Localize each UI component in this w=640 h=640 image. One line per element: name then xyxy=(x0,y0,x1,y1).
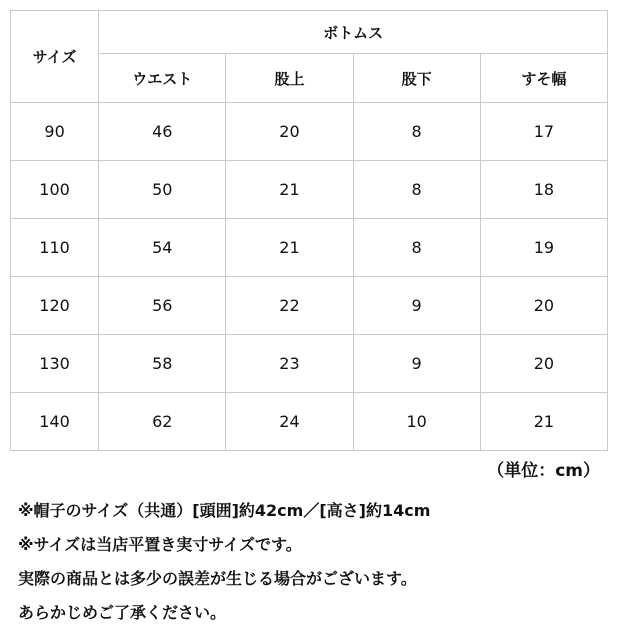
table-row xyxy=(11,393,608,451)
rise-cell: 22 xyxy=(226,277,353,335)
rise-cell: 24 xyxy=(226,393,353,451)
waist-cell: 46 xyxy=(99,103,226,161)
size-cell: 140 xyxy=(11,393,99,451)
column-header-inseam: 股下 xyxy=(353,54,480,103)
table-row xyxy=(11,335,608,393)
column-header-waist: ウエスト xyxy=(99,54,226,103)
variance-note: 実際の商品とは多少の誤差が生じる場合がございます。 xyxy=(18,569,417,588)
size-cell: 120 xyxy=(11,277,99,335)
table-row xyxy=(11,277,608,335)
inseam-cell: 8 xyxy=(353,219,480,277)
measurement-note: ※サイズは当店平置き実寸サイズです。 xyxy=(18,535,302,554)
hem-width-cell: 20 xyxy=(480,335,607,393)
table-header-row-group xyxy=(11,11,608,54)
waist-cell: 58 xyxy=(99,335,226,393)
size-cell: 110 xyxy=(11,219,99,277)
size-cell: 100 xyxy=(11,161,99,219)
inseam-cell: 9 xyxy=(353,335,480,393)
hem-width-cell: 20 xyxy=(480,277,607,335)
waist-cell: 54 xyxy=(99,219,226,277)
rise-cell: 21 xyxy=(226,161,353,219)
inseam-cell: 8 xyxy=(353,103,480,161)
rise-cell: 20 xyxy=(226,103,353,161)
table-header-row-columns xyxy=(11,54,608,103)
hat-size-note: ※帽子のサイズ（共通）[頭囲]約42cm／[高さ]約14cm xyxy=(18,501,431,520)
hem-width-cell: 19 xyxy=(480,219,607,277)
column-header-rise: 股上 xyxy=(226,54,353,103)
table-row xyxy=(11,219,608,277)
table-row xyxy=(11,161,608,219)
size-cell: 130 xyxy=(11,335,99,393)
inseam-cell: 8 xyxy=(353,161,480,219)
size-chart-table xyxy=(10,10,608,451)
notes-block xyxy=(18,494,628,630)
rise-cell: 21 xyxy=(226,219,353,277)
inseam-cell: 9 xyxy=(353,277,480,335)
size-column-header: サイズ xyxy=(11,11,99,103)
hem-width-cell: 17 xyxy=(480,103,607,161)
size-cell: 90 xyxy=(11,103,99,161)
hem-width-cell: 18 xyxy=(480,161,607,219)
column-header-hem-width: すそ幅 xyxy=(480,54,607,103)
acknowledgement-note: あらかじめご了承ください。 xyxy=(18,603,227,622)
inseam-cell: 10 xyxy=(353,393,480,451)
hem-width-cell: 21 xyxy=(480,393,607,451)
table-row xyxy=(11,103,608,161)
waist-cell: 62 xyxy=(99,393,226,451)
waist-cell: 50 xyxy=(99,161,226,219)
rise-cell: 23 xyxy=(226,335,353,393)
bottoms-group-header: ボトムス xyxy=(99,11,608,54)
waist-cell: 56 xyxy=(99,277,226,335)
unit-note: （単位：cm） xyxy=(487,461,600,481)
